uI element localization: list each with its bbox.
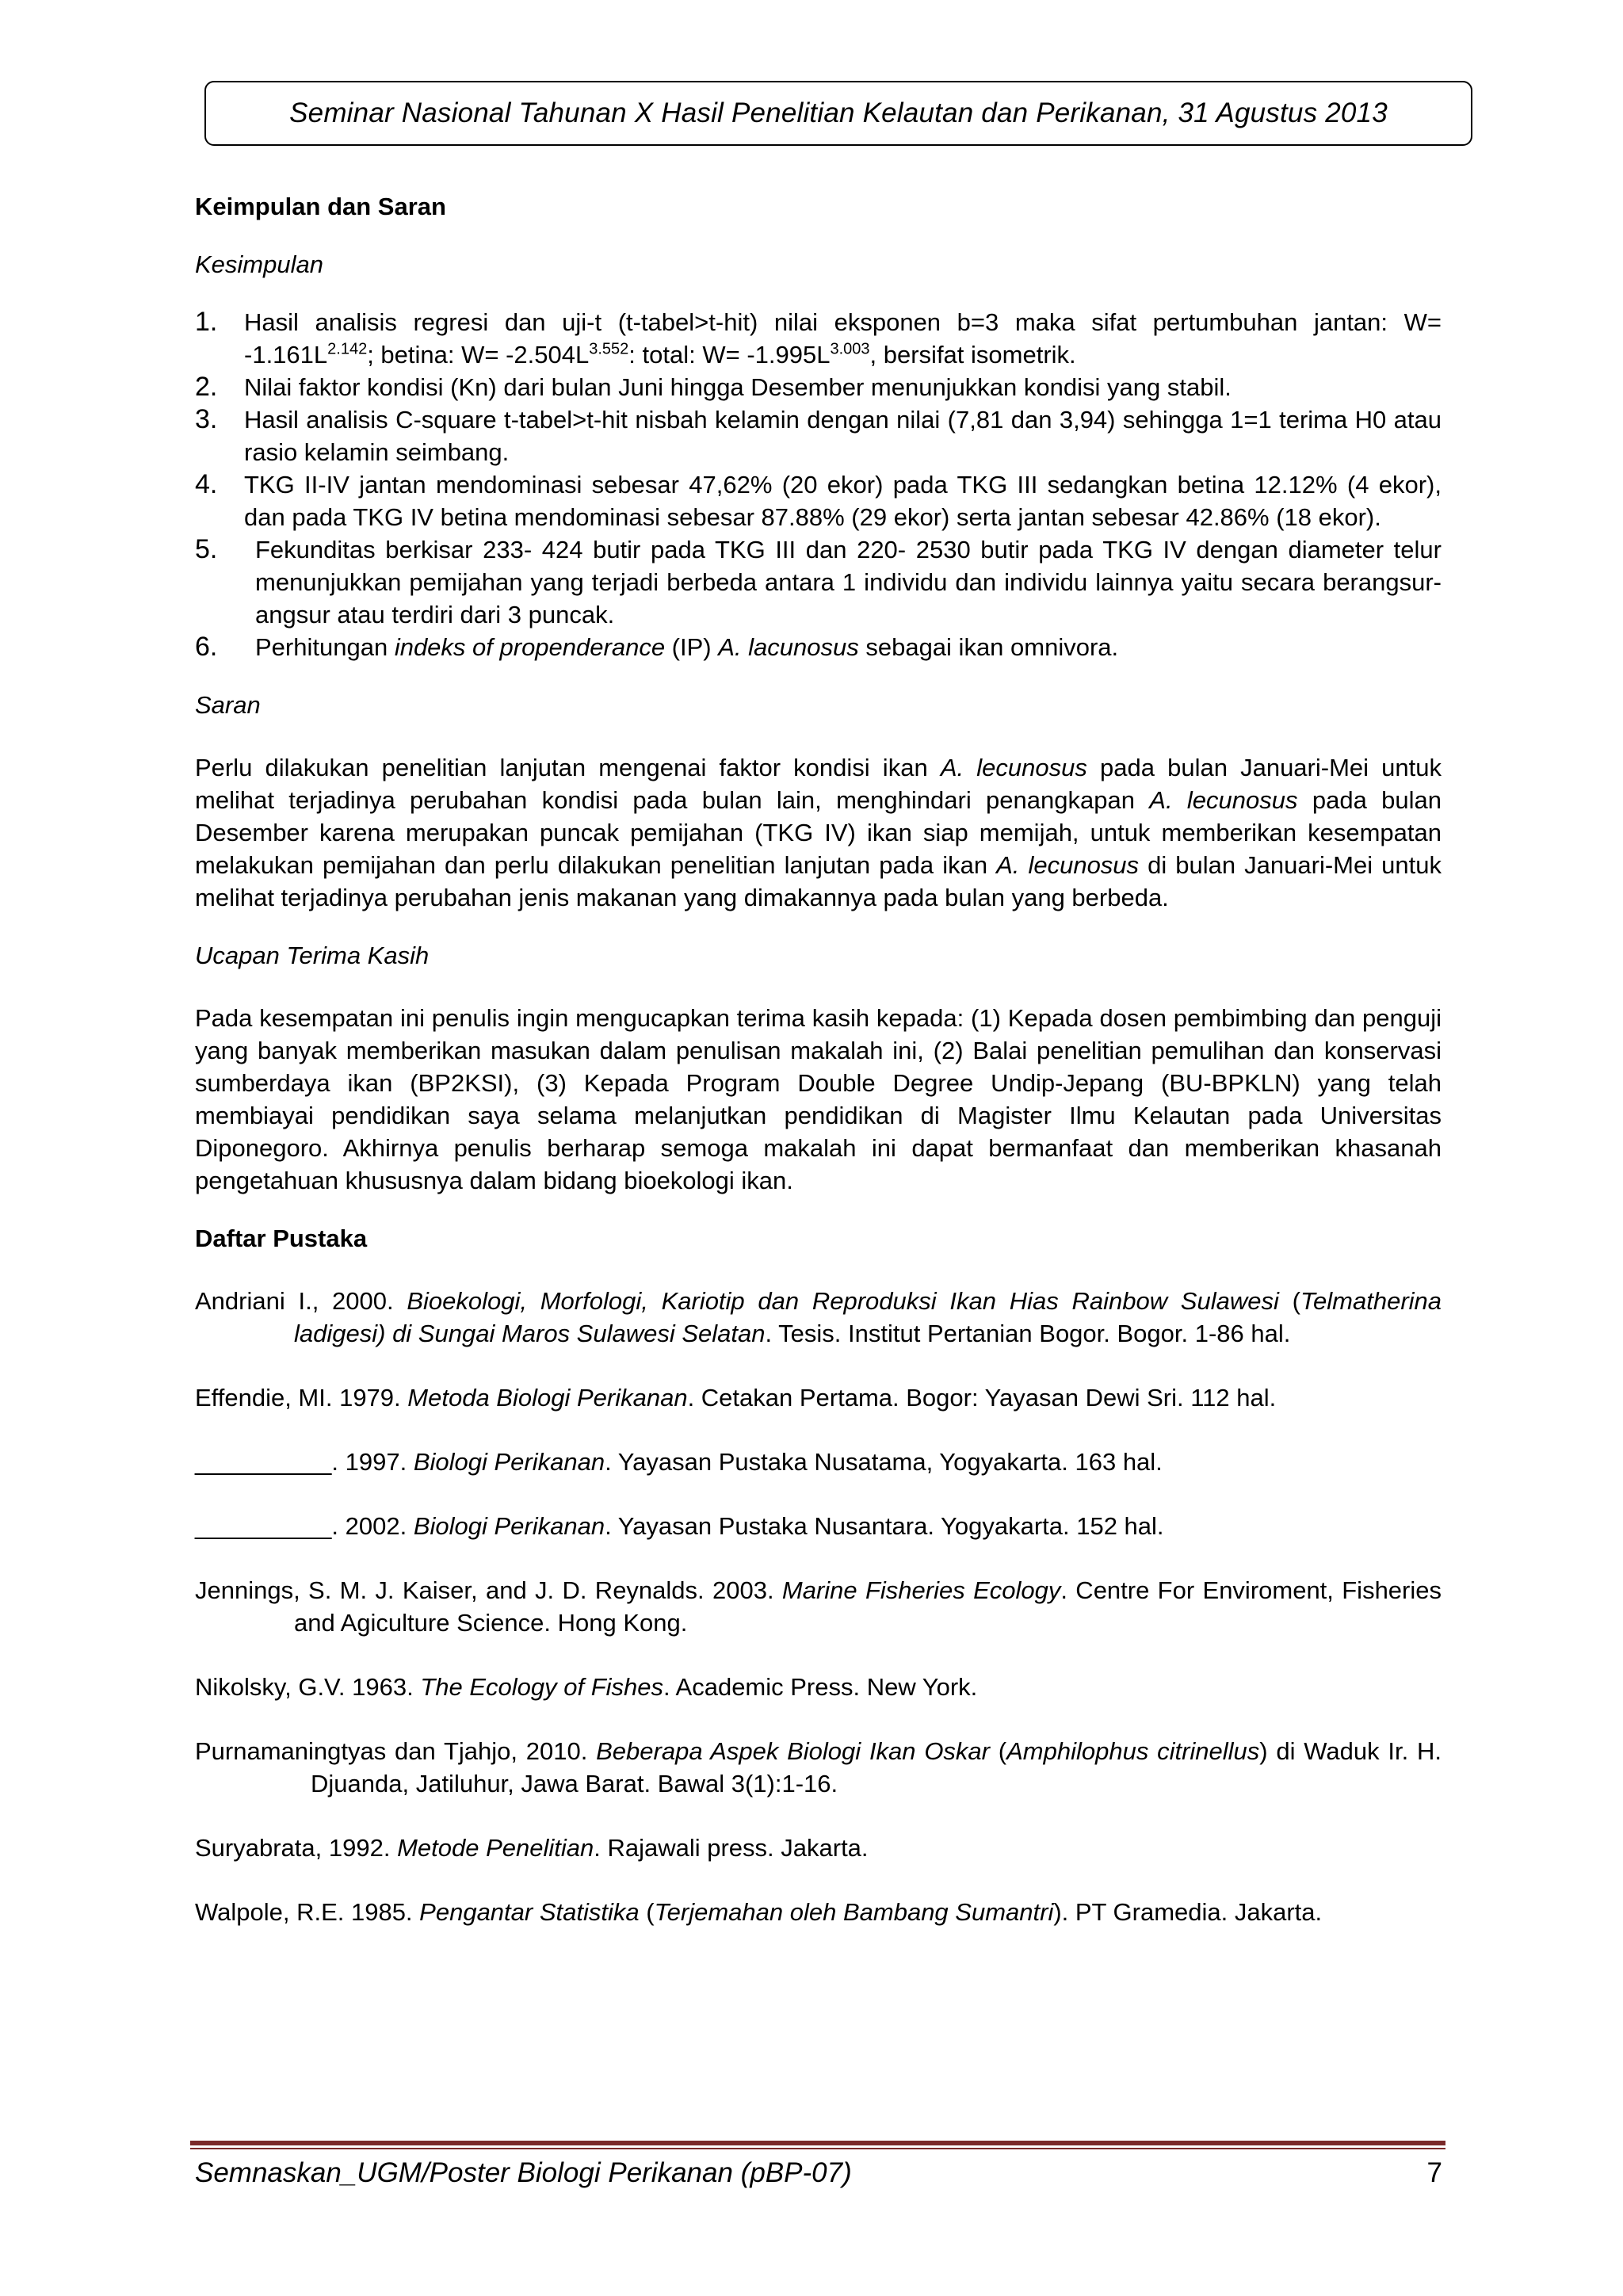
running-footer: Semnaskan_UGM/Poster Biologi Perikanan (pBP-07) — [195, 2157, 852, 2188]
reference-item: __________. 1997. Biologi Perikanan. Yayasan Pustaka Nusatama, Yogyakarta. 163 hal. — [195, 1448, 1163, 1476]
reference-item: Purnamaningtyas dan Tjahjo, 2010. Beberapa Aspek Biologi Ikan Oskar (Amphilophus citrinellus) di Waduk Ir. H. Djuanda, Jatiluhur, Jawa Barat. Bawal 3(1):1-16. — [195, 1737, 1442, 1797]
page-content — [195, 190, 1442, 1928]
section-title: Keimpulan dan Saran — [195, 193, 446, 220]
list-item: 4. TKG II-IV jantan mendominasi sebesar 47,62% (20 ekor) pada TKG III sedangkan betina 12.12% (4 ekor), dan pada TKG IV betina mendominasi sebesar 87.88% (29 ekor) serta jantan sebesar 42.86% (18 ekor). — [195, 469, 1442, 531]
reference-item: Nikolsky, G.V. 1963. The Ecology of Fishes. Academic Press. New York. — [195, 1673, 978, 1701]
reference-item: Jennings, S. M. J. Kaiser, and J. D. Reynalds. 2003. Marine Fisheries Ecology. Centre For Enviroment, Fisheries and Agiculture Science. Hong Kong. — [195, 1576, 1442, 1637]
list-item: 5. Fekunditas berkisar 233- 424 butir pada TKG III dan 220- 2530 butir pada TKG IV dengan diameter telur menunjukkan pemijahan yang terjadi berbeda antara 1 individu dan individu lainnya yaitu secara berangsur-angsur atau terdiri dari 3 puncak. — [195, 534, 1442, 628]
list-item: 3. Hasil analisis C-square t-tabel>t-hit nisbah kelamin dengan nilai (7,81 dan 3,94) sehingga 1=1 terima H0 atau rasio kelamin seimbang. — [195, 404, 1442, 466]
saran-heading: Saran — [195, 691, 261, 719]
running-header: Seminar Nasional Tahunan X Hasil Penelitian Kelautan dan Perikanan, 31 Agustus 2013 — [204, 81, 1472, 146]
footer-rule-thick — [190, 2141, 1445, 2145]
kesimpulan-heading: Kesimpulan — [195, 250, 323, 278]
reference-item: Walpole, R.E. 1985. Pengantar Statistika (Terjemahan oleh Bambang Sumantri). PT Gramedia. Jakarta. — [195, 1898, 1323, 1926]
kesimpulan-list — [195, 306, 1442, 663]
saran-paragraph: Perlu dilakukan penelitian lanjutan mengenai faktor kondisi ikan A. lecunosus pada bulan Januari-Mei untuk melihat terjadinya perubahan kondisi pada bulan lain, menghindari penangkapan A. lecunosus pada bulan Desember karena merupakan puncak pemijahan (TKG IV) ikan siap memijah, untuk memberikan kesempatan melakukan pemijahan dan perlu dilakukan penelitian lanjutan pada ikan A. lecunosus di bulan Januari-Mei untuk melihat terjadinya perubahan jenis makanan yang dimakannya pada bulan yang berbeda. — [195, 754, 1442, 911]
reference-item: Andriani I., 2000. Bioekologi, Morfologi, Kariotip dan Reproduksi Ikan Hias Rainbow Sulawesi (Telmatherina ladigesi) di Sungai Maros Sulawesi Selatan. Tesis. Institut Pertanian Bogor. Bogor. 1-86 hal. — [195, 1287, 1442, 1347]
list-item: 1. Hasil analisis regresi dan uji-t (t-tabel>t-hit) nilai eksponen b=3 maka sifat pertumbuhan jantan: $W= -1.161L^{2.142}$; betina: $W= -2.504L^{3.552}$: total: $W= -1.995L^{3.003}$, bersifat isometrik. — [195, 307, 1442, 369]
reference-item: Effendie, MI. 1979. Metoda Biologi Perikanan. Cetakan Pertama. Bogor: Yayasan Dewi Sri. 112 hal. — [195, 1384, 1277, 1412]
list-item: 2. Nilai faktor kondisi (Kn) dari bulan Juni hingga Desember menunjukkan kondisi yang stabil. — [195, 372, 1232, 402]
page-number: 7 — [1426, 2157, 1442, 2188]
reference-item: Suryabrata, 1992. Metode Penelitian. Rajawali press. Jakarta. — [195, 1834, 869, 1862]
footer-rule-thin — [190, 2148, 1445, 2149]
ucapan-paragraph: Pada kesempatan ini penulis ingin mengucapkan terima kasih kepada: (1) Kepada dosen pembimbing dan penguji yang banyak memberikan masukan dalam penulisan makalah ini, (2) Balai penelitian pemulihan dan konservasi sumberdaya ikan (BP2KSI), (3) Kepada Program Double Degree Undip-Jepang (BU-BPKLN) yang telah membiayai pendidikan saya selama melanjutkan pendidikan di Magister Ilmu Kelautan pada Universitas Diponegoro. Akhirnya penulis berharap semoga makalah ini dapat bermanfaat dan memberikan khasanah pengetahuan khususnya dalam bidang bioekologi ikan. — [195, 1004, 1442, 1194]
daftar-pustaka-heading: Daftar Pustaka — [195, 1224, 368, 1252]
list-item: 6. Perhitungan indeks of propenderance (IP) A. lacunosus sebagai ikan omnivora. — [195, 632, 1119, 662]
reference-item: __________. 2002. Biologi Perikanan. Yayasan Pustaka Nusantara. Yogyakarta. 152 hal. — [195, 1512, 1164, 1540]
ucapan-heading: Ucapan Terima Kasih — [195, 942, 430, 969]
